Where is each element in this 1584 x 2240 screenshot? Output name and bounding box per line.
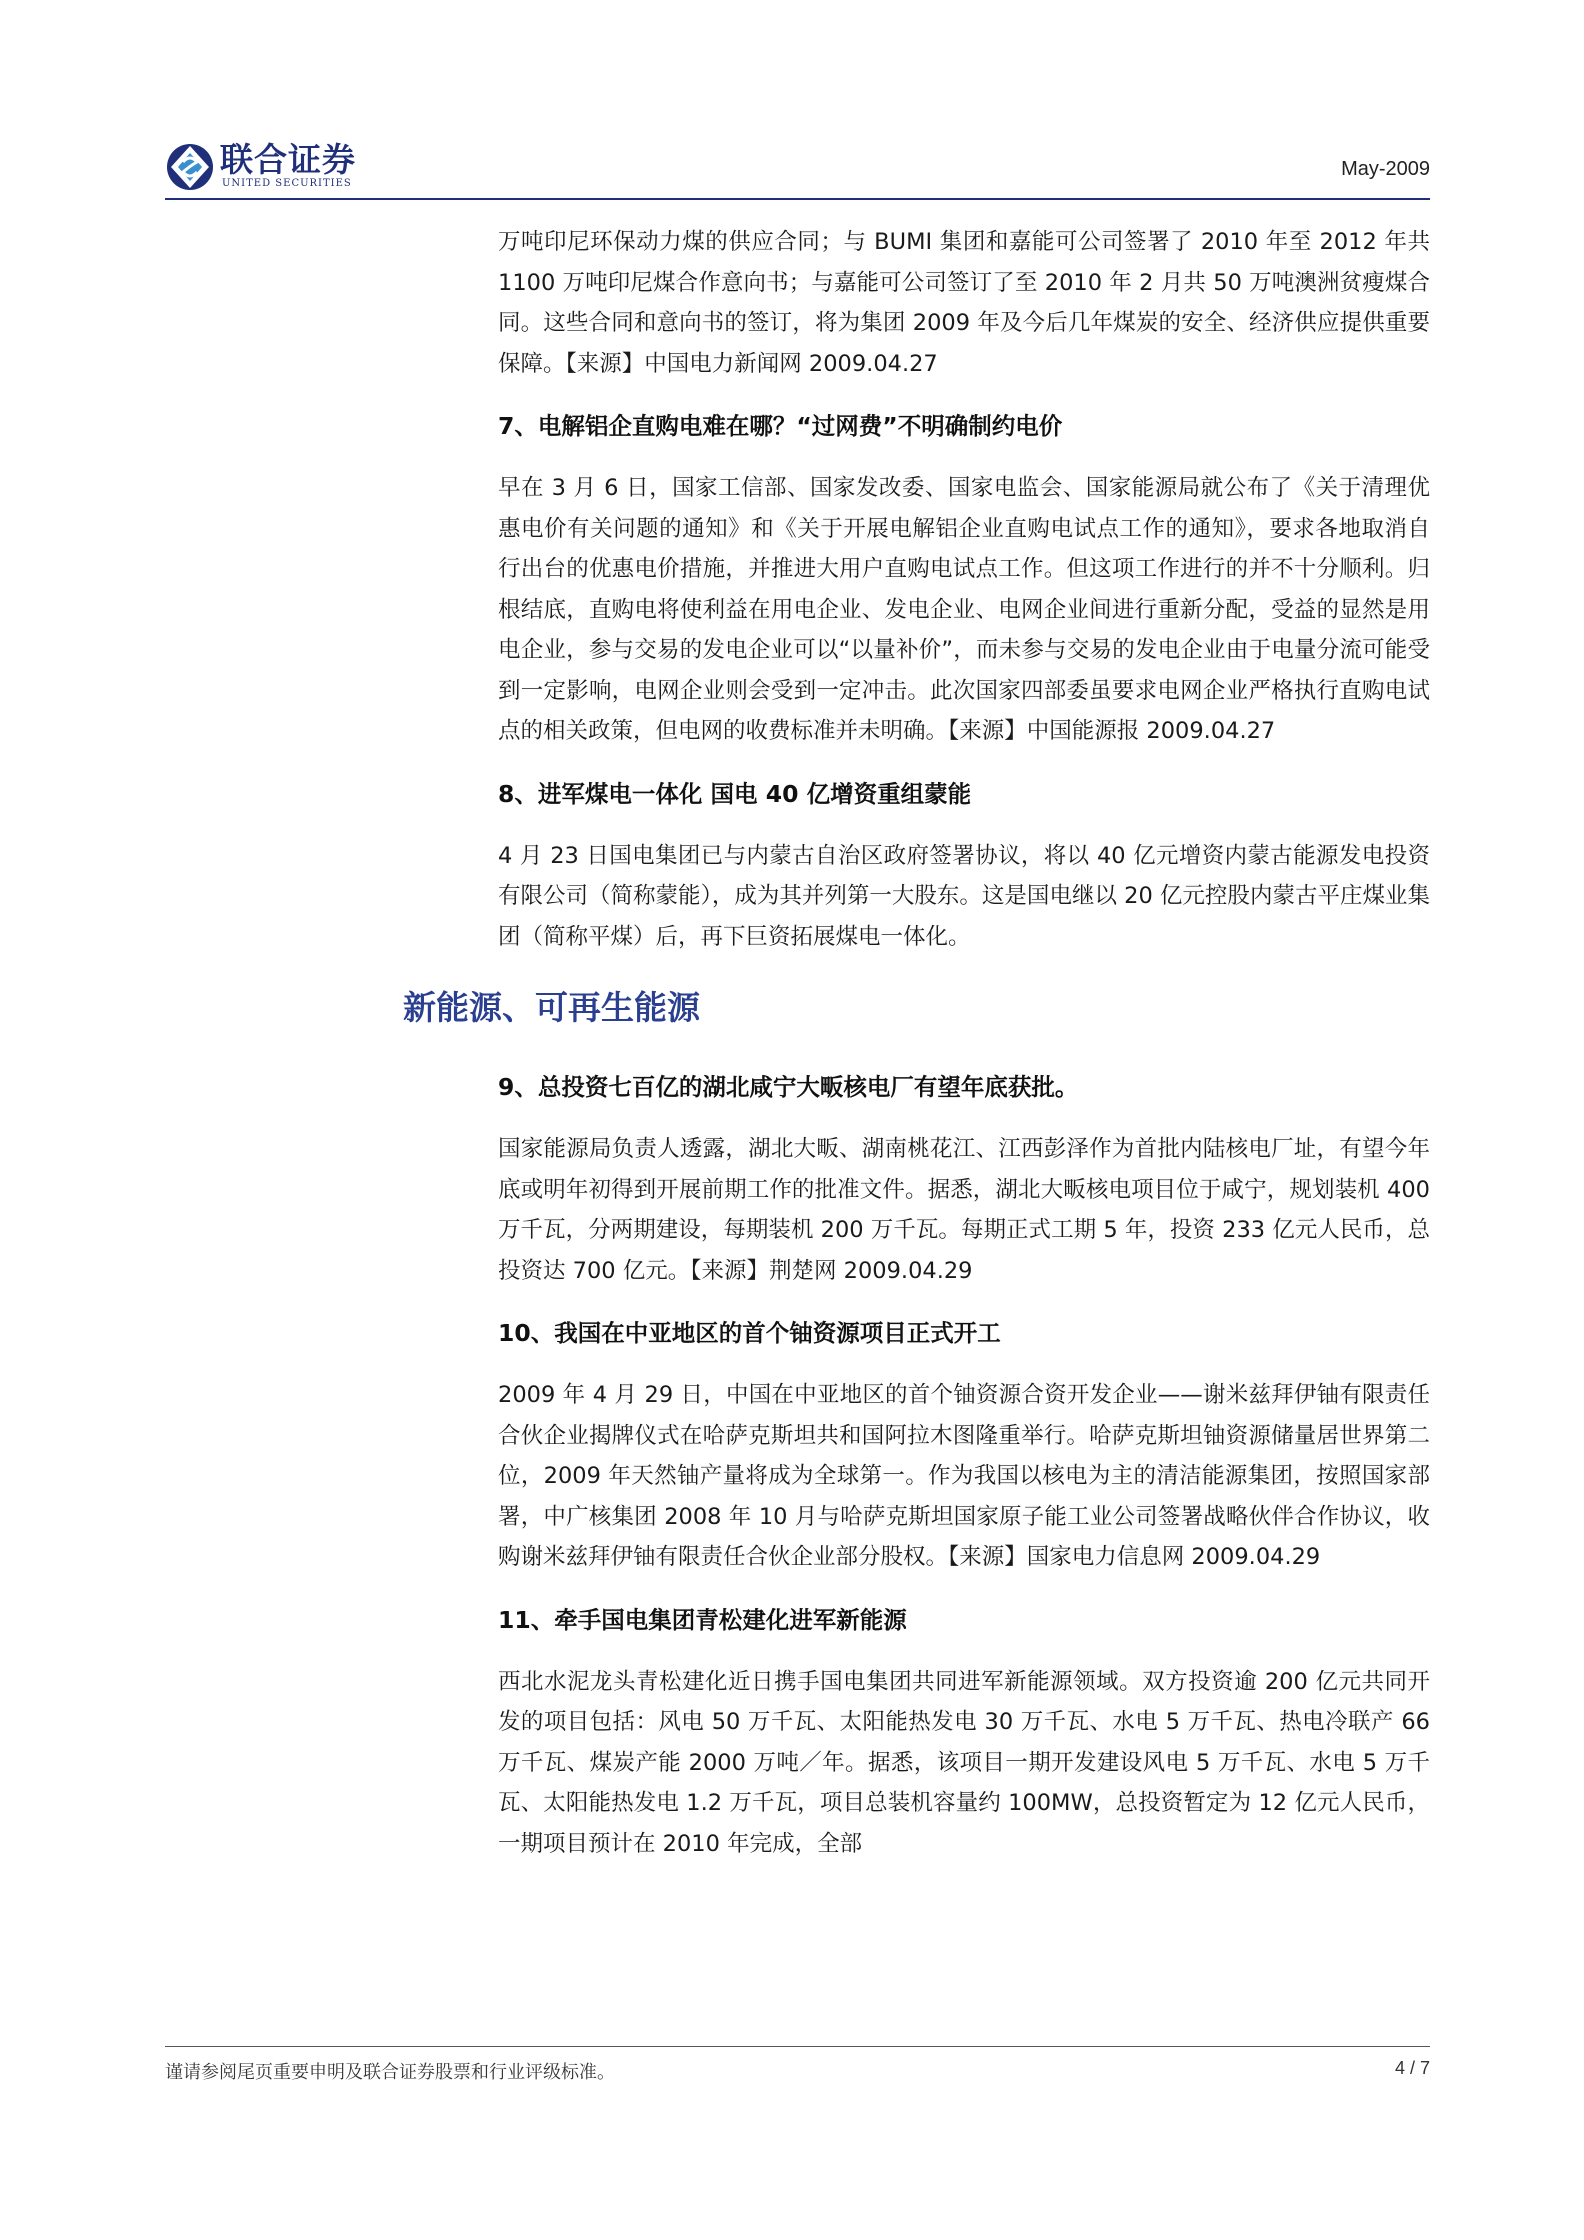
news-body-10: 2009 年 4 月 29 日，中国在中亚地区的首个铀资源合资开发企业——谢米兹拜伊铀有限责任合伙企业揭牌仪式在哈萨克斯坦共和国阿拉木图隆重举行。哈萨克斯坦铀资源储量居世界第二位，2009 年天然铀产量将成为全球第一。作为我国以核电为主的清洁能源集团，按照国家部署，中广核集团 2008 年 10 月与哈萨克斯坦国家原子能工业公司签署战略伙伴合作协议，收购谢米兹拜伊铀有限责任合伙企业部分股权。【来源】国家电力信息网 2009.04.29 (498, 1382, 1430, 1570)
page-header (165, 140, 1430, 200)
logo-subtext: UNITED SECURITIES (222, 178, 352, 189)
news-body-7: 早在 3 月 6 日，国家工信部、国家发改委、国家电监会、国家能源局就公布了《关于清理优惠电价有关问题的通知》和《关于开展电解铝企业直购电试点工作的通知》，要求各地取消自行出台的优惠电价措施，并推进大用户直购电试点工作。但这项工作进行的并不十分顺利。归根结底，直购电将使利益在用电企业、发电企业、电网企业间进行重新分配，受益的显然是用电企业，参与交易的发电企业可以“以量补价”，而未参与交易的发电企业由于电量分流可能受到一定影响，电网企业则会受到一定冲击。此次国家四部委虽要求电网企业严格执行直购电试点的相关政策，但电网的收费标准并未明确。【来源】中国能源报 2009.04.27 (498, 475, 1430, 744)
disclaimer-note: 谨请参阅尾页重要申明及联合证券股票和行业评级标准。 (165, 2062, 615, 2083)
news-body-8: 4 月 23 日国电集团已与内蒙古自治区政府签署协议，将以 40 亿元增资内蒙古能源发电投资有限公司（简称蒙能），成为其并列第一大股东。这是国电继以 20 亿元控股内蒙古平庄煤业集团（简称平煤）后，再下巨资拓展煤电一体化。 (498, 842, 1430, 950)
news-heading-7: 7、电解铝企直购电难在哪？“过网费”不明确制约电价 (498, 412, 1063, 440)
news-heading-10: 10、我国在中亚地区的首个铀资源项目正式开工 (498, 1319, 1001, 1347)
united-securities-logo-icon (165, 142, 215, 192)
news-heading-11: 11、牵手国电集团青松建化进军新能源 (498, 1605, 907, 1634)
header-divider (165, 198, 1430, 200)
news-body-11: 西北水泥龙头青松建化近日携手国电集团共同进军新能源领域。双方投资逾 200 亿元共同开发的项目包括：风电 50 万千瓦、太阳能热发电 30 万千瓦、水电 5 万千瓦、热电冷联产 66 万千瓦、煤炭产能 2000 万吨／年。据悉，该项目一期开发建设风电 5 万千瓦、水电 5 万千瓦、太阳能热发电 1.2 万千瓦，项目总装机容量约 100MW，总投资暂定为 12 亿元人民币，一期项目预计在 2010 年完成，全部 (498, 1668, 1430, 1857)
footer-divider (165, 2046, 1430, 2047)
news-heading-9: 9、总投资七百亿的湖北咸宁大畈核电厂有望年底获批。 (498, 1073, 1079, 1101)
news-body-9: 国家能源局负责人透露，湖北大畈、湖南桃花江、江西彭泽作为首批内陆核电厂址，有望今年底或明年初得到开展前期工作的批准文件。据悉，湖北大畈核电项目位于咸宁，规划装机 400 万千瓦，分两期建设，每期装机 200 万千瓦。每期正式工期 5 年，投资 233 亿元人民币，总投资达 700 亿元。【来源】荆楚网 2009.04.29 (498, 1136, 1430, 1284)
logo-text: 联合证券 (220, 140, 356, 179)
report-date: May-2009 (1341, 158, 1430, 180)
page-number: 4 / 7 (1394, 2058, 1430, 2078)
main-content (403, 222, 1430, 1886)
section-heading-renewable-energy: 新能源、可再生能源 (403, 988, 700, 1027)
paragraph-6-continued: 万吨印尼环保动力煤的供应合同；与 BUMI 集团和嘉能可公司签署了 2010 年至 2012 年共 1100 万吨印尼煤合作意向书；与嘉能可公司签订了至 2010 年 2 月共 50 万吨澳洲贫瘦煤合同。这些合同和意向书的签订，将为集团 2009 年及今后几年煤炭的安全、经济供应提供重要保障。【来源】中国电力新闻网 2009.04.27 (498, 229, 1430, 377)
news-heading-8: 8、进军煤电一体化 国电 40 亿增资重组蒙能 (498, 779, 972, 808)
